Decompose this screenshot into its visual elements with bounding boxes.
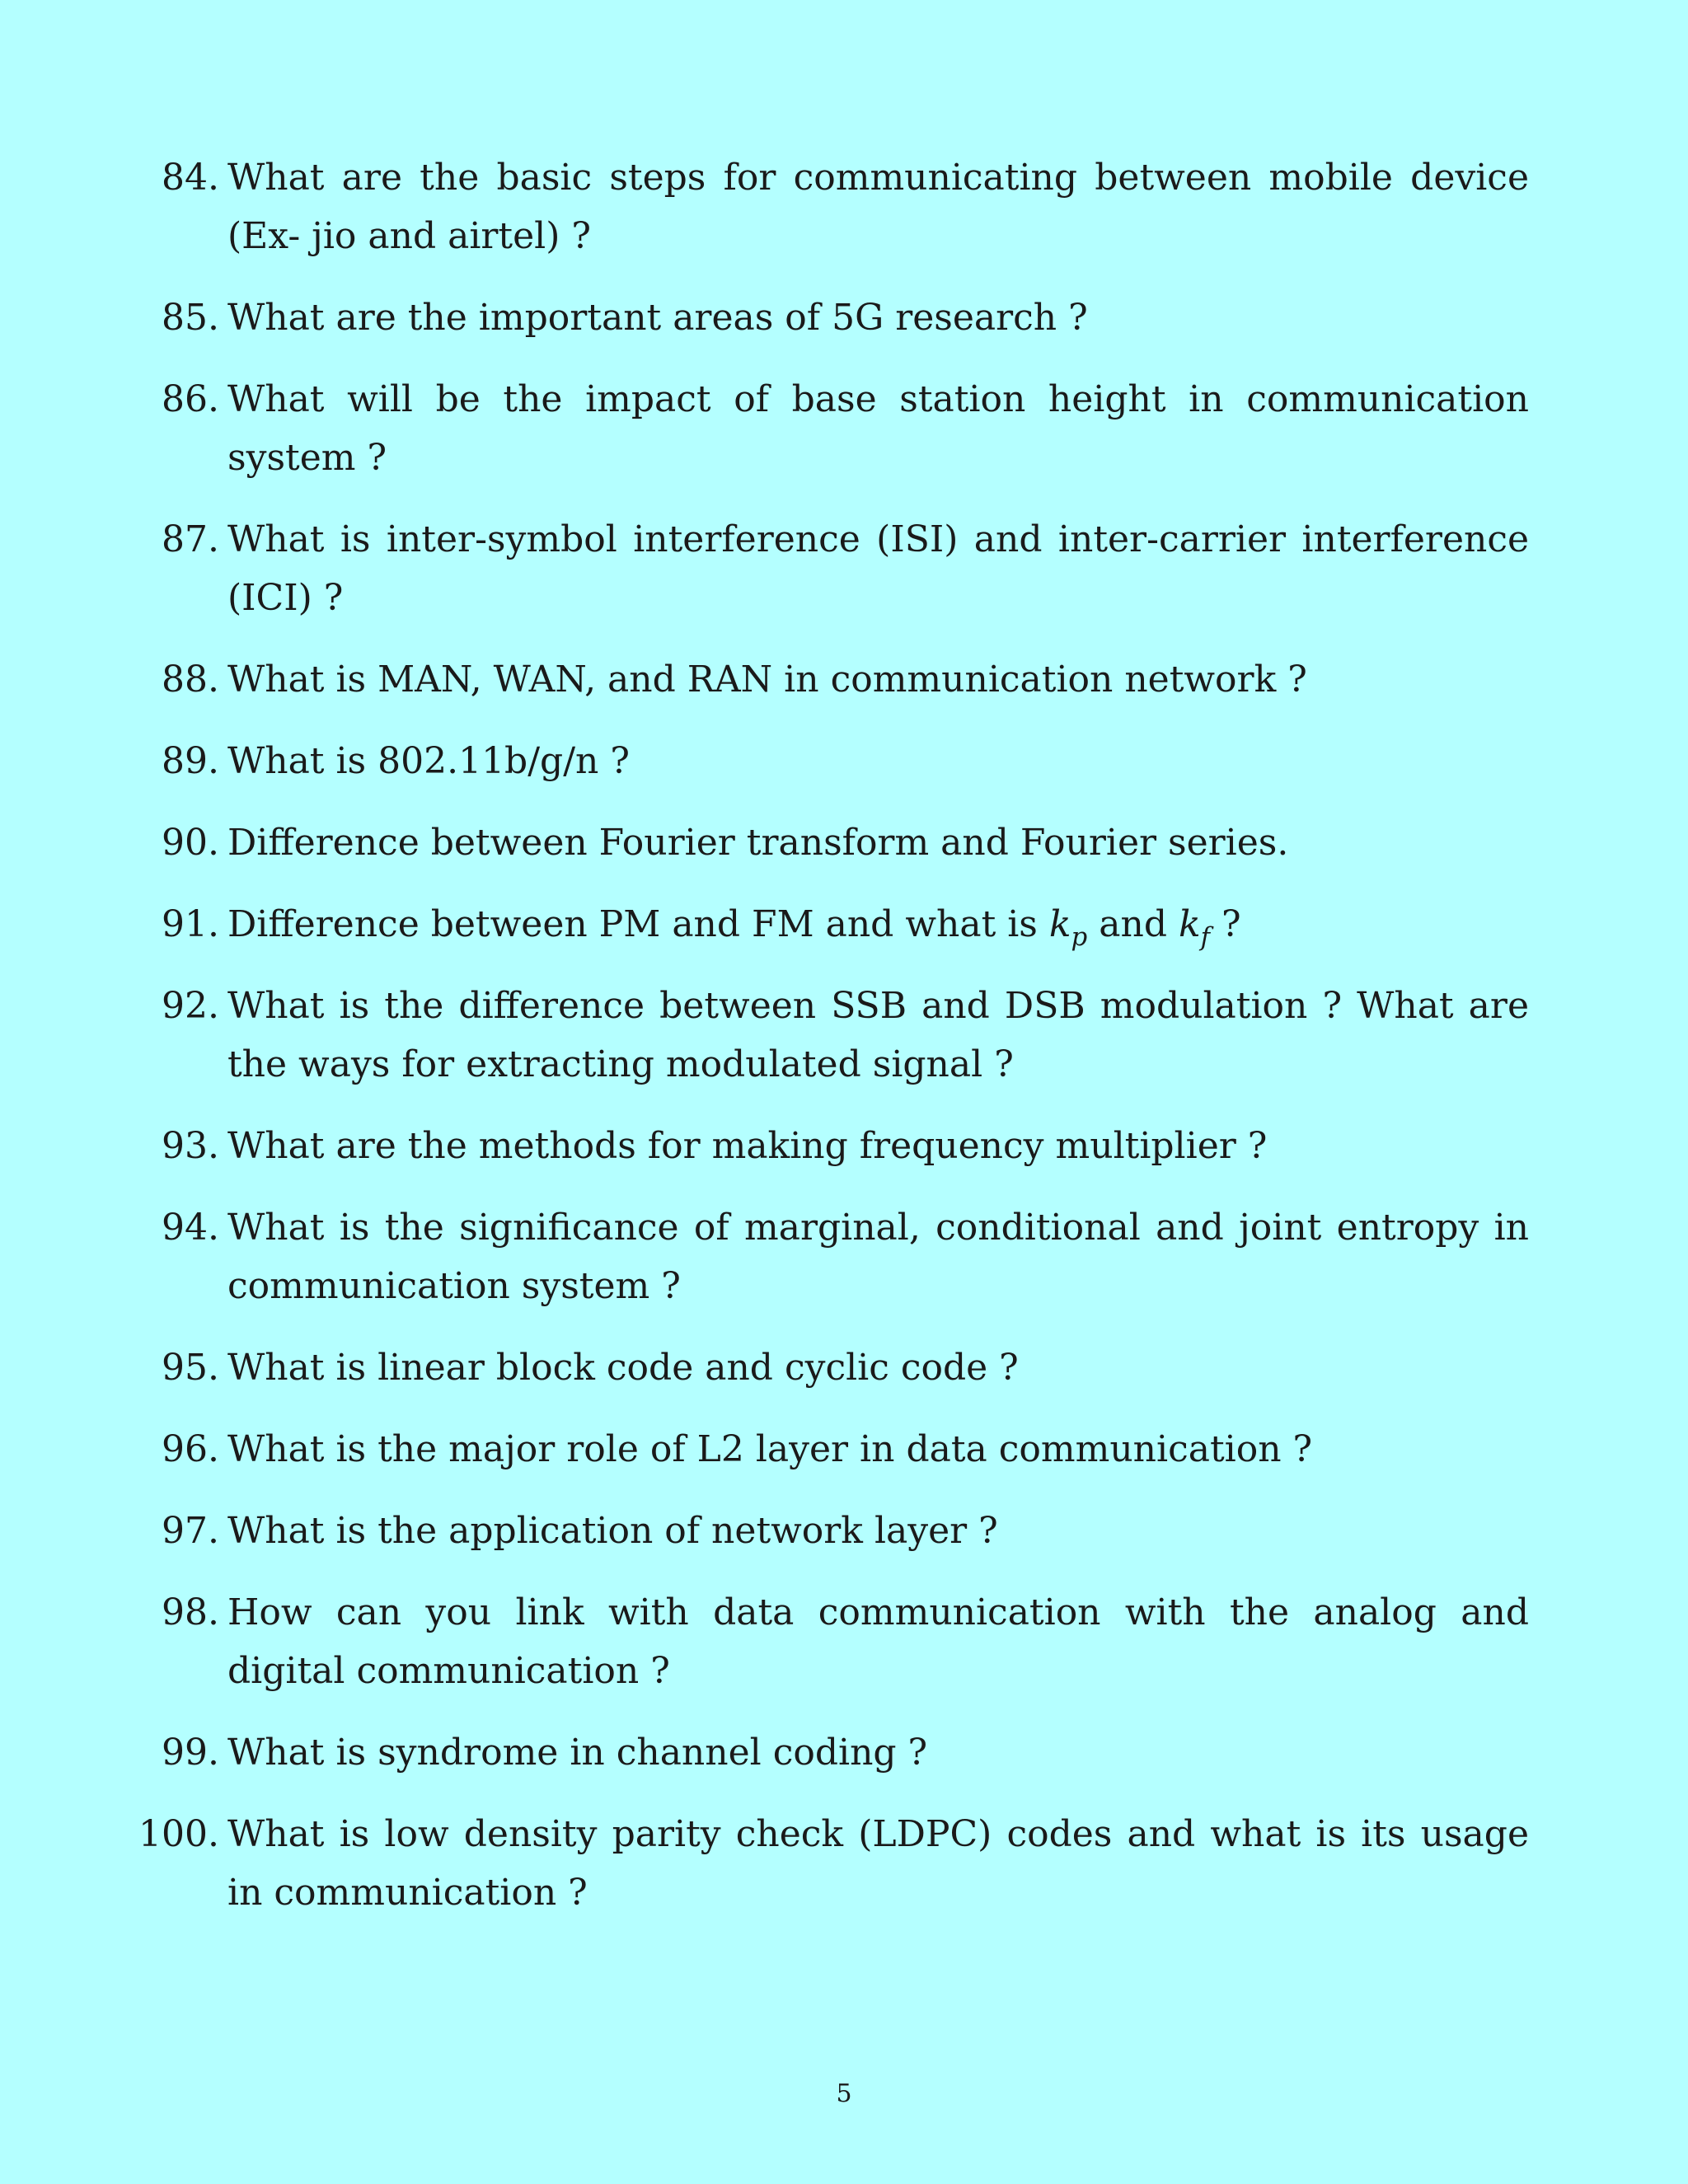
question-number: 98. xyxy=(162,1591,219,1633)
question-text: What is the difference between SSB and DSB modulation ? What are the ways for extracting modulated signal ? xyxy=(227,985,1529,1085)
question-number: 99. xyxy=(162,1732,219,1774)
question-number: 95. xyxy=(162,1347,219,1389)
question-text: What is syndrome in channel coding ? xyxy=(227,1732,928,1774)
question-number: 94. xyxy=(162,1207,219,1249)
math-symbol: k xyxy=(1048,903,1071,945)
question-item xyxy=(132,1117,1529,1175)
question-number: 86. xyxy=(162,378,219,420)
question-text: What are the important areas of 5G research ? xyxy=(227,297,1088,339)
question-item xyxy=(132,1805,1529,1922)
question-number: 96. xyxy=(162,1428,219,1470)
question-item xyxy=(132,288,1529,347)
math-kp xyxy=(1048,903,1088,952)
question-number: 88. xyxy=(162,658,219,701)
question-number: 84. xyxy=(162,157,219,199)
question-item xyxy=(132,1198,1529,1315)
question-text: What is MAN, WAN, and RAN in communication network ? xyxy=(227,658,1307,701)
question-item xyxy=(132,1338,1529,1397)
question-text: What is linear block code and cyclic code ? xyxy=(227,1347,1019,1389)
question-text: What is the significance of marginal, conditional and joint entropy in communication system ? xyxy=(227,1207,1529,1307)
question-item xyxy=(132,650,1529,709)
question-list xyxy=(132,148,1529,1945)
page-number: 5 xyxy=(836,2079,852,2108)
question-text: What is the application of network layer ? xyxy=(227,1510,998,1552)
question-item xyxy=(132,895,1529,954)
question-item xyxy=(132,1420,1529,1479)
question-number: 93. xyxy=(162,1125,219,1167)
question-item xyxy=(132,1723,1529,1782)
question-text: How can you link with data communication with the analog and digital communication ? xyxy=(227,1591,1529,1692)
question-text-part: ? xyxy=(1210,903,1241,945)
question-item xyxy=(132,148,1529,265)
question-text-part: and xyxy=(1087,903,1179,945)
question-text: What is low density parity check (LDPC) codes and what is its usage in communication ? xyxy=(227,1813,1529,1914)
question-item xyxy=(132,370,1529,487)
math-subscript: f xyxy=(1200,921,1211,952)
math-symbol: k xyxy=(1178,903,1201,945)
question-number: 87. xyxy=(162,518,219,560)
math-kf xyxy=(1178,903,1211,952)
math-subscript: p xyxy=(1071,921,1088,952)
question-item xyxy=(132,732,1529,790)
question-item xyxy=(132,1583,1529,1700)
question-item xyxy=(132,977,1529,1094)
question-item xyxy=(132,510,1529,627)
question-text xyxy=(227,895,1529,954)
question-item xyxy=(132,1502,1529,1560)
question-text: Difference between Fourier transform and Fourier series. xyxy=(227,822,1289,864)
question-text: What is inter-symbol interference (ISI) and inter-carrier interference (ICI) ? xyxy=(227,518,1529,619)
question-text: What are the basic steps for communicating between mobile device (Ex- jio and airtel) ? xyxy=(227,157,1529,257)
question-number: 97. xyxy=(162,1510,219,1552)
question-text: What is 802.11b/g/n ? xyxy=(227,740,630,782)
question-number: 91. xyxy=(162,903,219,945)
question-item xyxy=(132,813,1529,872)
question-number: 90. xyxy=(162,822,219,864)
question-text-part: Difference between PM and FM and what is xyxy=(227,903,1049,945)
question-number: 85. xyxy=(162,297,219,339)
question-number: 92. xyxy=(162,985,219,1027)
question-number: 100. xyxy=(138,1813,219,1855)
question-text: What are the methods for making frequency multiplier ? xyxy=(227,1125,1268,1167)
question-number: 89. xyxy=(162,740,219,782)
question-text: What is the major role of L2 layer in data communication ? xyxy=(227,1428,1313,1470)
question-text: What will be the impact of base station height in communication system ? xyxy=(227,378,1529,479)
